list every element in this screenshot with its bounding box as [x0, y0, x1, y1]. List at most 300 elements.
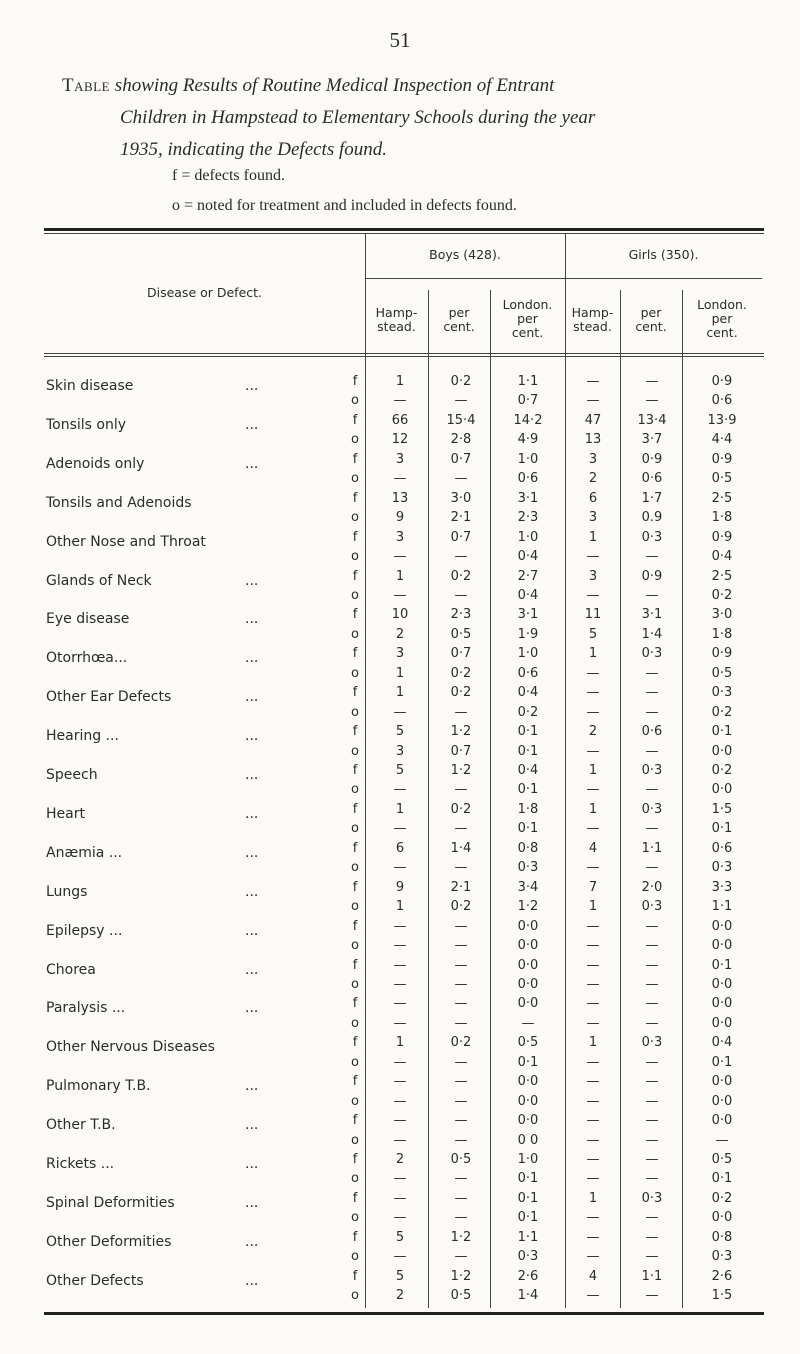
- table-cell: 0·0: [711, 1210, 733, 1226]
- leader-dots: ...: [245, 1117, 259, 1134]
- table-cell: 3: [395, 451, 405, 467]
- table-row: [0, 372, 800, 394]
- leader-dots: ...: [245, 767, 259, 783]
- table-cell: 0·6: [641, 471, 663, 487]
- table-cell: 13·9: [707, 412, 737, 428]
- table-cell: —: [586, 549, 600, 565]
- table-row: [0, 1053, 800, 1072]
- table-cell: 0·9: [711, 646, 733, 662]
- table-cell: 1·8: [711, 510, 733, 526]
- table-cell: 0·3: [641, 646, 663, 662]
- table-row: [0, 1208, 800, 1227]
- row-type: o: [351, 860, 359, 876]
- table-row: [0, 1169, 800, 1188]
- table-cell: 0·2: [450, 665, 472, 681]
- table-cell: 0·3: [641, 801, 663, 817]
- table-cell: 11: [584, 607, 602, 623]
- row-type: o: [351, 821, 359, 837]
- table-cell: 5: [395, 724, 405, 740]
- row-type: f: [352, 1229, 358, 1245]
- table-cell: 0·0: [711, 976, 733, 992]
- disease-name: Chorea: [46, 961, 96, 978]
- row-type: o: [351, 1210, 359, 1226]
- row-type: o: [351, 587, 359, 603]
- table-row: [0, 1267, 800, 1289]
- caption-line-3: 1935, indicating the Defects found.: [120, 139, 388, 160]
- table-cell: 0·5: [711, 665, 733, 681]
- table-cell: 0·5: [450, 1152, 472, 1167]
- table-cell: —: [586, 1249, 600, 1265]
- table-row: [0, 1014, 800, 1033]
- table-cell: 1: [395, 568, 405, 584]
- table-cell: 1·0: [517, 646, 539, 662]
- table-row: [0, 664, 800, 683]
- table-cell: —: [645, 918, 659, 934]
- table-cell: 3·1: [517, 607, 539, 623]
- table-cell: —: [586, 1054, 600, 1070]
- caption-lead: Table: [62, 75, 111, 96]
- table-row: [0, 742, 800, 761]
- header-girls-london: [682, 298, 762, 340]
- table-row: [0, 469, 800, 488]
- table-cell: 1·2: [517, 899, 539, 915]
- table-top-rule: [44, 228, 764, 231]
- table-cell: —: [645, 821, 659, 837]
- table-row: [0, 839, 800, 861]
- table-cell: —: [645, 1093, 659, 1109]
- leader-dots: ...: [245, 1272, 259, 1289]
- table-row: [0, 878, 800, 900]
- table-cell: 0·0: [711, 996, 733, 1012]
- disease-name: Other Defects: [46, 1272, 144, 1289]
- header-hampstead-text-2: stead.: [573, 319, 612, 334]
- header-london-text-1: London.: [697, 297, 747, 312]
- table-cell: 0·5: [711, 1152, 733, 1167]
- table-cell: —: [393, 393, 407, 409]
- leader-dots: ...: [245, 1000, 259, 1017]
- leader-dots: ...: [245, 922, 259, 939]
- table-row: [0, 917, 800, 939]
- table-cell: 0·3: [641, 899, 663, 915]
- table-cell: 3·1: [517, 490, 539, 506]
- table-row: [0, 547, 800, 566]
- table-cell: 0·0: [517, 996, 539, 1012]
- row-type: f: [352, 1074, 358, 1090]
- table-cell: 0·0: [711, 1093, 733, 1109]
- table-cell: —: [454, 782, 468, 798]
- table-cell: 2·3: [517, 510, 539, 526]
- table-cell: 4·4: [711, 432, 733, 448]
- table-cell: —: [454, 1015, 468, 1031]
- table-cell: —: [393, 1210, 407, 1226]
- table-row: [0, 644, 800, 667]
- table-cell: 0·6: [517, 665, 539, 681]
- table-cell: 2·3: [450, 607, 472, 623]
- table-row: [0, 722, 800, 745]
- table-cell: 3·1: [641, 607, 663, 623]
- table-cell: 12: [391, 432, 409, 448]
- table-cell: 1·8: [517, 801, 539, 817]
- table-cell: —: [645, 1113, 659, 1129]
- table-cell: 7: [588, 879, 598, 895]
- disease-name: Skin disease: [46, 378, 134, 394]
- row-type: f: [352, 1035, 358, 1051]
- table-cell: 0·4: [711, 1035, 733, 1051]
- table-cell: 0·7: [450, 529, 472, 545]
- table-cell: —: [645, 665, 659, 681]
- row-type: f: [352, 374, 358, 389]
- table-cell: 0·1: [517, 1190, 539, 1206]
- row-type: o: [351, 1132, 359, 1148]
- table-cell: 5: [395, 1229, 405, 1245]
- table-cell: —: [586, 1210, 600, 1226]
- table-cell: 1·2: [450, 1268, 472, 1284]
- table-cell: 2: [588, 471, 598, 487]
- table-cell: 0·2: [450, 568, 472, 584]
- table-cell: 6: [588, 490, 598, 506]
- table-cell: 0·0: [711, 1015, 733, 1031]
- header-bottom-rule-2: [44, 356, 764, 357]
- table-cell: 0·0: [711, 743, 733, 759]
- table-cell: 0·3: [517, 860, 539, 876]
- table-cell: 0·2: [450, 685, 472, 701]
- table-cell: 0·1: [517, 724, 539, 740]
- table-cell: —: [645, 1171, 659, 1187]
- leader-dots: ...: [245, 1194, 259, 1211]
- table-cell: —: [454, 1074, 468, 1090]
- table-cell: 1·0: [517, 451, 539, 467]
- table-cell: 2·5: [711, 490, 733, 506]
- header-girls: Girls (350).: [628, 247, 699, 262]
- header-girls-hampstead: [565, 306, 620, 334]
- table-cell: 0·6: [641, 724, 663, 740]
- table-row: [0, 956, 800, 978]
- caption-line-2: Children in Hampstead to Elementary Schools during the year: [120, 107, 596, 128]
- table-cell: 0 0: [517, 1132, 539, 1148]
- row-type: f: [352, 490, 358, 506]
- table-row: [0, 858, 800, 877]
- table-cell: —: [393, 1074, 407, 1090]
- table-cell: 5: [395, 1268, 405, 1284]
- table-cell: —: [393, 957, 407, 973]
- table-cell: —: [393, 782, 407, 798]
- table-cell: 0·0: [711, 1113, 733, 1129]
- table-cell: 3: [395, 646, 405, 662]
- table-cell: 0·2: [450, 899, 472, 915]
- header-hampstead-text-1: Hamp-: [375, 305, 418, 320]
- leader-dots: ...: [245, 455, 259, 472]
- row-type: o: [351, 665, 359, 681]
- table-cell: —: [454, 938, 468, 954]
- table-row: [0, 1092, 800, 1111]
- disease-name: Adenoids only: [46, 455, 145, 472]
- table-cell: —: [454, 976, 468, 992]
- table-cell: —: [645, 1152, 659, 1167]
- row-type: f: [352, 1268, 358, 1284]
- row-type: f: [352, 451, 358, 467]
- table-cell: 0·7: [450, 646, 472, 662]
- table-cell: 0·0: [517, 1074, 539, 1090]
- table-cell: —: [645, 549, 659, 565]
- table-cell: 4: [588, 1268, 598, 1284]
- header-boys-per-cent: [428, 306, 490, 334]
- table-cell: 1·1: [641, 1268, 663, 1284]
- table-cell: 1: [395, 899, 405, 915]
- row-type: o: [351, 1015, 359, 1031]
- table-cell: —: [586, 1229, 600, 1245]
- leader-dots: ...: [245, 844, 259, 861]
- table-cell: 0.9: [641, 510, 663, 526]
- row-type: f: [352, 879, 358, 895]
- table-cell: —: [586, 374, 600, 389]
- row-type: f: [352, 724, 358, 740]
- table-cell: 1·4: [517, 1288, 539, 1304]
- header-london-text-1: London.: [502, 297, 553, 312]
- table-row: [0, 625, 800, 644]
- row-type: f: [352, 918, 358, 934]
- table-cell: 0·7: [450, 451, 472, 467]
- table-cell: 3: [395, 529, 405, 545]
- table-cell: 0·3: [641, 529, 663, 545]
- row-type: f: [352, 685, 358, 701]
- table-cell: 0·0: [711, 918, 733, 934]
- table-cell: —: [454, 1249, 468, 1265]
- table-cell: —: [454, 1054, 468, 1070]
- header-boys-london: [490, 298, 565, 340]
- row-type: o: [351, 626, 359, 642]
- table-cell: 2·6: [711, 1268, 733, 1284]
- leader-dots: ...: [245, 1233, 259, 1250]
- table-cell: 0·1: [517, 821, 539, 837]
- table-cell: 0·8: [517, 840, 539, 856]
- table-cell: 0·0: [711, 1074, 733, 1090]
- table-cell: —: [393, 549, 407, 565]
- table-cell: —: [586, 938, 600, 954]
- table-cell: 0·1: [517, 1171, 539, 1187]
- row-type: f: [352, 1113, 358, 1129]
- table-cell: —: [645, 704, 659, 720]
- header-per-text-2: cent.: [635, 319, 667, 334]
- table-row: [0, 994, 800, 1017]
- disease-name: Other Ear Defects: [46, 689, 172, 706]
- table-cell: —: [586, 1132, 600, 1148]
- table-cell: 0·4: [711, 549, 733, 565]
- table-cell: 13: [584, 432, 602, 448]
- table-cell: 0·0: [517, 976, 539, 992]
- table-cell: —: [645, 1132, 659, 1148]
- table-cell: —: [645, 1074, 659, 1090]
- table-cell: 6: [395, 840, 405, 856]
- table-bottom-rule: [44, 1312, 764, 1315]
- row-type: o: [351, 899, 359, 915]
- table-cell: 1: [588, 899, 598, 915]
- table-cell: 0·0: [517, 1113, 539, 1129]
- table-cell: 1·5: [711, 801, 733, 817]
- table-cell: 2·8: [450, 432, 472, 448]
- disease-name: Tonsils and Adenoids: [46, 494, 192, 511]
- table-cell: 1: [588, 1035, 598, 1051]
- header-boys: Boys (428).: [429, 247, 501, 262]
- table-cell: 1·8: [711, 626, 733, 642]
- table-cell: —: [454, 860, 468, 876]
- table-cell: —: [454, 1171, 468, 1187]
- row-type: f: [352, 840, 358, 856]
- table-cell: —: [393, 1249, 407, 1265]
- table-cell: —: [586, 743, 600, 759]
- table-cell: 5: [588, 626, 598, 642]
- table-row: [0, 1286, 800, 1305]
- disease-name: Rickets ...: [46, 1156, 115, 1172]
- table-cell: —: [454, 1190, 468, 1206]
- disease-name: Other Nervous Diseases: [46, 1039, 215, 1056]
- table-cell: —: [393, 1132, 407, 1148]
- table-cell: —: [393, 821, 407, 837]
- leader-dots: ...: [245, 689, 259, 706]
- table-cell: 2·7: [517, 568, 539, 584]
- table-cell: 0·1: [711, 1171, 733, 1187]
- table-row: [0, 780, 800, 799]
- header-london-text-2: per: [517, 311, 538, 326]
- table-cell: 1: [588, 1190, 598, 1206]
- table-cell: —: [645, 976, 659, 992]
- header-london-text-3: cent.: [511, 325, 544, 340]
- table-row: [0, 1150, 800, 1172]
- table-cell: —: [393, 996, 407, 1012]
- leader-dots: ...: [245, 1078, 259, 1095]
- table-cell: —: [586, 996, 600, 1012]
- table-cell: —: [521, 1015, 535, 1031]
- table-row: [0, 1033, 800, 1056]
- table-cell: 0·2: [450, 801, 472, 817]
- row-type: o: [351, 782, 359, 798]
- table-cell: 1·0: [517, 1152, 539, 1167]
- row-type: o: [351, 743, 359, 759]
- table-cell: 1·4: [450, 840, 472, 856]
- table-row: [0, 567, 800, 589]
- table-row: [0, 1131, 800, 1150]
- table-cell: —: [645, 996, 659, 1012]
- table-cell: 1: [395, 665, 405, 681]
- table-cell: —: [645, 1288, 659, 1304]
- disease-name: Tonsils only: [46, 416, 127, 433]
- table-cell: 1: [395, 374, 405, 389]
- table-cell: 1: [588, 529, 598, 545]
- disease-name: Spinal Deformities: [46, 1194, 175, 1211]
- table-row: [0, 586, 800, 605]
- row-type: o: [351, 704, 359, 720]
- row-type: f: [352, 801, 358, 817]
- table-cell: —: [645, 1054, 659, 1070]
- table-cell: 0·3: [641, 1035, 663, 1051]
- row-type: f: [352, 1152, 358, 1167]
- table-cell: 0·3: [641, 763, 663, 778]
- table-cell: —: [454, 1210, 468, 1226]
- table-cell: 0·4: [517, 587, 539, 603]
- table-cell: —: [586, 665, 600, 681]
- table-cell: —: [393, 918, 407, 934]
- row-type: o: [351, 1054, 359, 1070]
- table-row: [0, 1228, 800, 1250]
- table-row: [0, 897, 800, 916]
- leader-dots: ...: [245, 611, 259, 628]
- table-cell: —: [586, 1152, 600, 1167]
- table-cell: —: [454, 996, 468, 1012]
- leader-dots: ...: [245, 883, 259, 900]
- table-cell: 3: [588, 451, 598, 467]
- disease-name: Paralysis ...: [46, 1000, 126, 1017]
- table-cell: 3·0: [450, 490, 472, 506]
- leader-dots: ...: [245, 416, 259, 433]
- row-type: o: [351, 549, 359, 565]
- table-cell: 9: [395, 879, 405, 895]
- table-row: [0, 703, 800, 722]
- table-cell: 1·7: [641, 490, 663, 506]
- disease-name: Heart: [46, 805, 85, 822]
- row-type: f: [352, 763, 358, 778]
- table-cell: —: [586, 1015, 600, 1031]
- leader-dots: ...: [245, 805, 259, 822]
- table-cell: 0·0: [711, 938, 733, 954]
- table-row: [0, 819, 800, 838]
- table-cell: 1·1: [641, 840, 663, 856]
- table-cell: 0·2: [450, 374, 472, 389]
- table-cell: —: [393, 1015, 407, 1031]
- header-hampstead-text-2: stead.: [377, 319, 416, 334]
- disease-name: Anæmia ...: [46, 844, 123, 861]
- table-cell: —: [393, 471, 407, 487]
- row-type: o: [351, 1288, 359, 1304]
- table-cell: —: [645, 782, 659, 798]
- header-london-text-3: cent.: [706, 325, 738, 340]
- table-cell: 4: [588, 840, 598, 856]
- table-cell: 0·8: [711, 1229, 733, 1245]
- header-per-text-1: per: [640, 305, 662, 320]
- caption-line-1: [62, 70, 762, 102]
- table-cell: 0·7: [450, 743, 472, 759]
- page-number: 51: [389, 28, 411, 52]
- table-cell: —: [393, 1190, 407, 1206]
- table-cell: 1·5: [711, 1288, 733, 1304]
- disease-name: Otorrhœa...: [46, 650, 128, 667]
- table-cell: —: [586, 860, 600, 876]
- table-cell: 0·9: [641, 451, 663, 467]
- table-cell: 1·2: [450, 763, 472, 778]
- table-cell: 0·1: [517, 743, 539, 759]
- row-type: o: [351, 432, 359, 448]
- table-cell: 0·0: [711, 782, 733, 798]
- group-header-rule: [365, 278, 762, 279]
- table-row: [0, 1072, 800, 1095]
- table-cell: 1: [395, 685, 405, 701]
- table-cell: 0·5: [450, 626, 472, 642]
- table-cell: —: [645, 860, 659, 876]
- row-type: f: [352, 1190, 358, 1206]
- table-cell: 0·4: [517, 549, 539, 565]
- legend-o: o = noted for treatment and included in defects found.: [172, 197, 517, 214]
- table-cell: 0·7: [517, 393, 539, 409]
- table-cell: 0·0: [517, 1093, 539, 1109]
- leader-dots: ...: [245, 961, 259, 978]
- table-cell: 3: [588, 510, 598, 526]
- table-row: [0, 761, 800, 783]
- table-cell: —: [454, 1093, 468, 1109]
- table-cell: —: [586, 1113, 600, 1129]
- row-type: f: [352, 646, 358, 662]
- table-row: [0, 605, 800, 628]
- table-cell: —: [454, 1132, 468, 1148]
- table-cell: 1: [588, 801, 598, 817]
- table-cell: 13·4: [637, 412, 667, 428]
